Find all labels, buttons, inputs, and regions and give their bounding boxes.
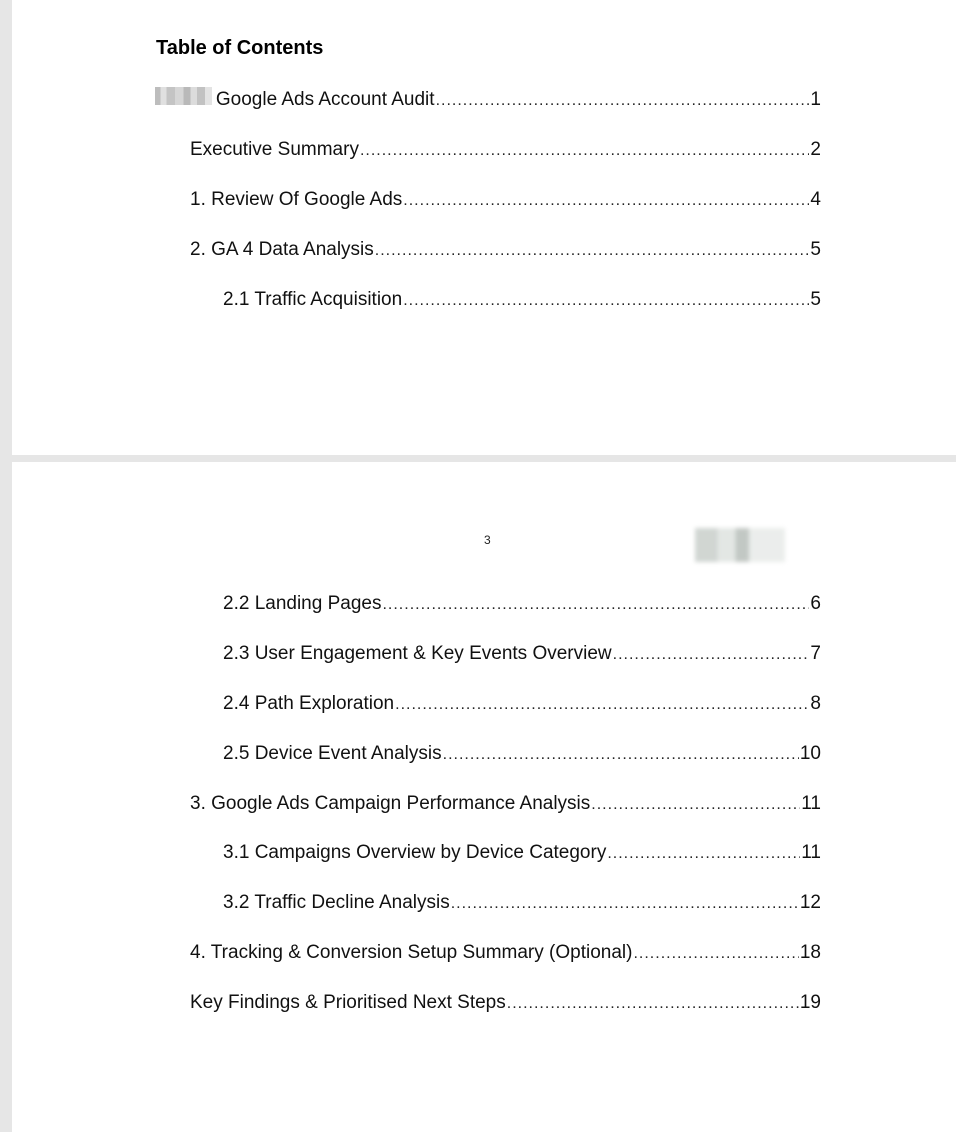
toc-entry-label: 2.1 Traffic Acquisition: [223, 289, 403, 310]
toc-entry-label: 3.1 Campaigns Overview by Device Category: [223, 842, 607, 863]
toc-dot-leader: [451, 891, 799, 917]
toc-entry-traffic-acquisition[interactable]: [223, 287, 821, 313]
toc-entry-label: 2.2 Landing Pages: [223, 593, 382, 614]
toc-entry-user-engagement[interactable]: [223, 641, 821, 667]
toc-dot-leader: [360, 138, 809, 164]
toc-entry-tracking-conversion[interactable]: [190, 940, 821, 966]
toc-dot-leader: [382, 592, 809, 618]
toc-entry-page-number: 5: [810, 239, 821, 260]
toc-entry-page-number: 5: [810, 289, 821, 310]
toc-entry-label: 4. Tracking & Conversion Setup Summary (Optional): [190, 942, 633, 963]
redacted-client-name: [155, 87, 212, 105]
toc-entry-page-number: 18: [799, 942, 821, 963]
toc-entry-label: 1. Review Of Google Ads: [190, 189, 403, 210]
toc-dot-leader: [507, 991, 799, 1017]
toc-entry-campaign-performance[interactable]: [190, 791, 821, 817]
toc-entry-label: 2.3 User Engagement & Key Events Overview: [223, 643, 612, 664]
toc-entry-campaigns-by-device[interactable]: [223, 840, 821, 866]
toc-entry-device-event-analysis[interactable]: [223, 741, 821, 767]
toc-entry-page-number: 10: [799, 743, 821, 764]
toc-entry-page-number: 2: [810, 139, 821, 160]
toc-entry-label: 2. GA 4 Data Analysis: [190, 239, 374, 260]
toc-entry-page-number: 19: [799, 992, 821, 1013]
toc-entry-page-number: 12: [799, 892, 821, 913]
toc-entry-page-number: 11: [801, 793, 821, 814]
toc-entry-page-number: 4: [810, 189, 821, 210]
document-page-2: [12, 462, 956, 1132]
toc-entry-label: 3.2 Traffic Decline Analysis: [223, 892, 450, 913]
toc-entry-traffic-decline[interactable]: [223, 890, 821, 916]
toc-entry-label: Executive Summary: [190, 139, 359, 160]
toc-title: Table of Contents: [156, 37, 324, 59]
toc-dot-leader: [436, 88, 810, 114]
toc-entry-page-number: 6: [810, 593, 821, 614]
redacted-logo: [695, 528, 785, 562]
header-page-number: 3: [484, 533, 491, 547]
toc-dot-leader: [607, 841, 800, 867]
toc-entry-label: 3. Google Ads Campaign Performance Analysis: [190, 793, 591, 814]
toc-entry-page-number: 7: [810, 643, 821, 664]
toc-entry-label: 2.4 Path Exploration: [223, 693, 395, 714]
toc-entry-path-exploration[interactable]: [223, 691, 821, 717]
toc-entry-page-number: 1: [810, 89, 821, 110]
toc-dot-leader: [403, 188, 809, 214]
toc-dot-leader: [443, 742, 799, 768]
toc-entry-page-number: 11: [801, 842, 821, 863]
toc-entry-key-findings[interactable]: [190, 990, 821, 1016]
toc-dot-leader: [633, 941, 798, 967]
toc-dot-leader: [403, 288, 809, 314]
toc-entry-landing-pages[interactable]: [223, 591, 821, 617]
toc-dot-leader: [375, 238, 810, 264]
toc-entry-label: Google Ads Account Audit: [215, 89, 435, 110]
toc-entry-review-google-ads[interactable]: [190, 187, 821, 213]
document-page-1: [12, 0, 956, 455]
toc-entry-ga4-data-analysis[interactable]: [190, 237, 821, 263]
toc-dot-leader: [591, 792, 800, 818]
toc-entry-label: Key Findings & Prioritised Next Steps: [190, 992, 506, 1013]
toc-dot-leader: [395, 692, 809, 718]
toc-entry-label: 2.5 Device Event Analysis: [223, 743, 442, 764]
toc-entry-audit-title[interactable]: [155, 87, 821, 113]
toc-dot-leader: [613, 642, 810, 668]
toc-entry-page-number: 8: [810, 693, 821, 714]
toc-entry-executive-summary[interactable]: [190, 137, 821, 163]
